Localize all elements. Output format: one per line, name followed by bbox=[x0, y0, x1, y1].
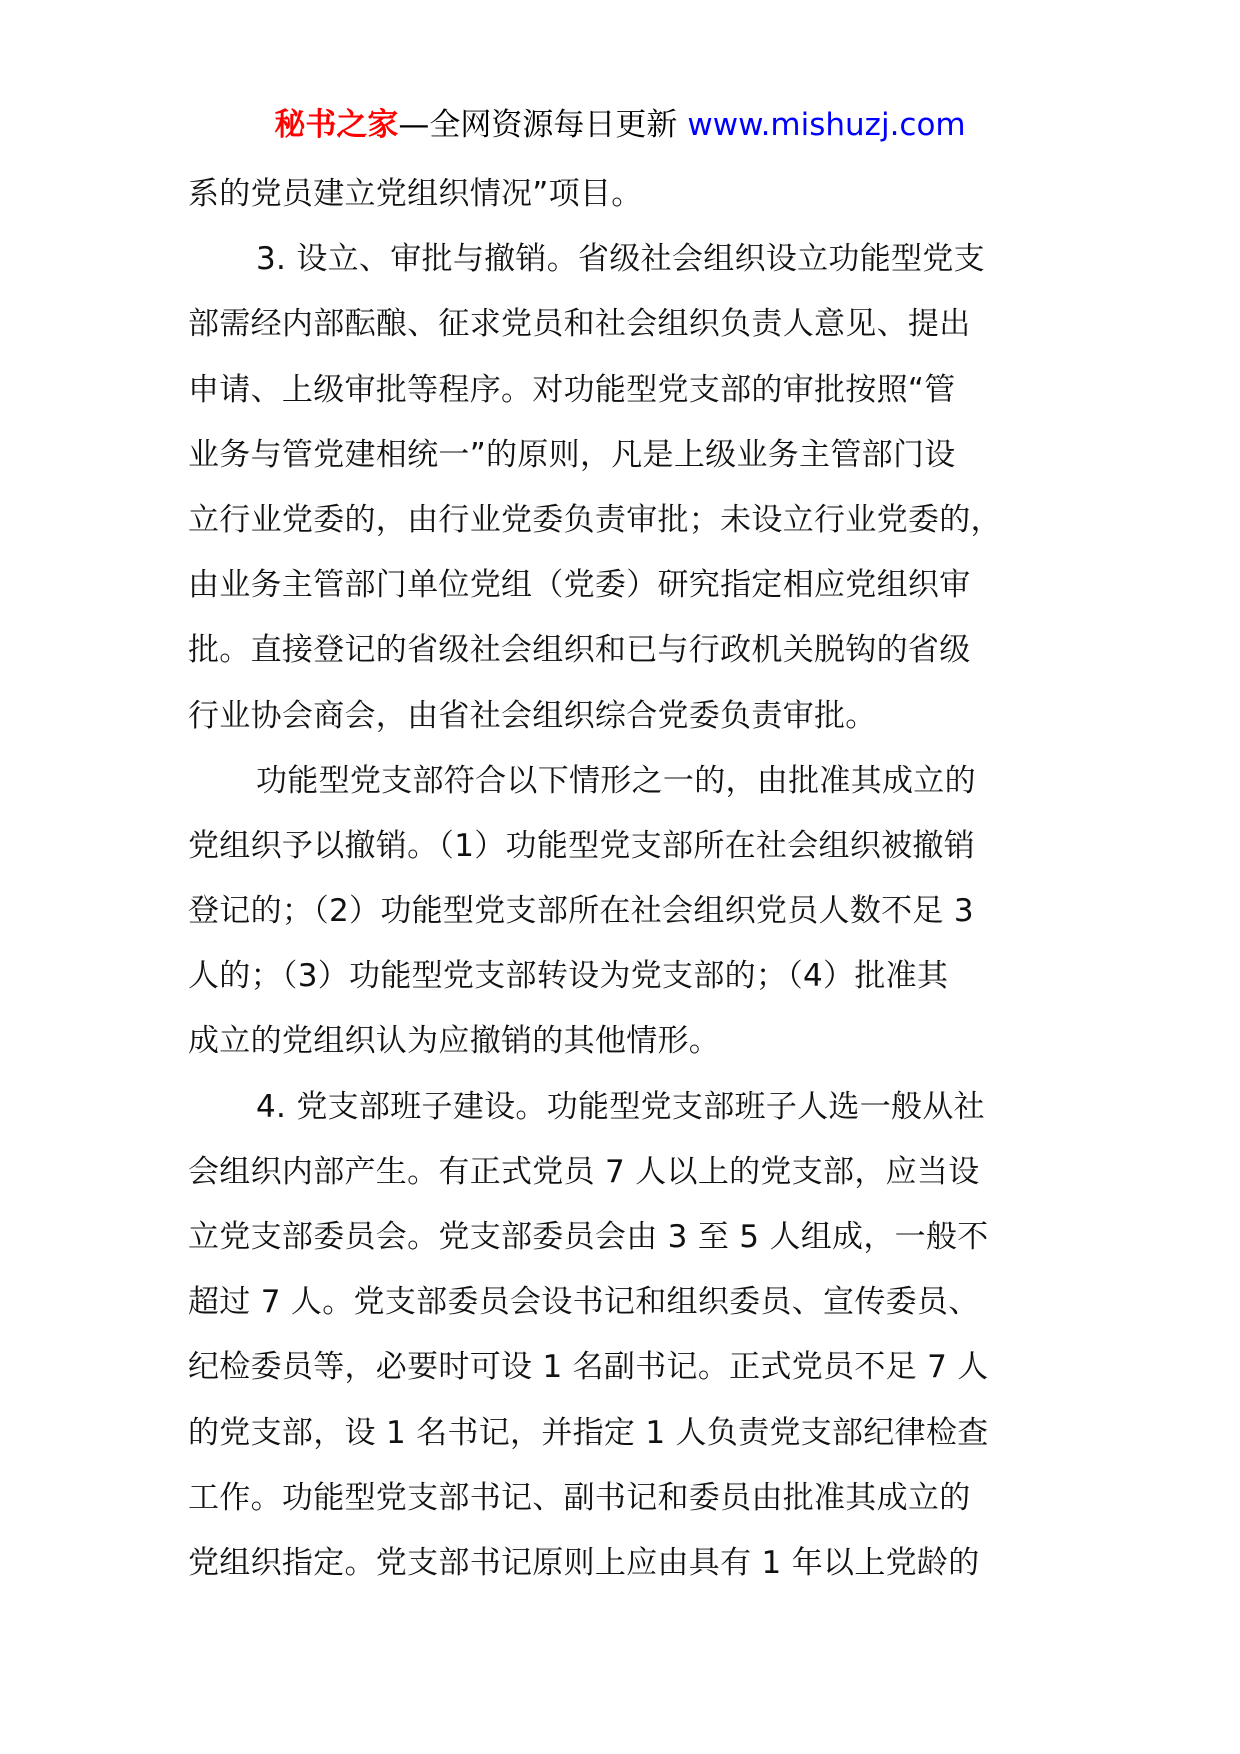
paragraph-start-line: 3. 设立、审批与撤销。省级社会组织设立功能型党支 bbox=[256, 241, 985, 278]
text-line: 纪检委员等，必要时可设 1 名副书记。正式党员不足 7 人 bbox=[188, 1349, 989, 1386]
header-slogan: —全网资源每日更新 bbox=[398, 107, 678, 143]
brand-name: 秘书之家 bbox=[274, 107, 399, 143]
paragraph-start-line: 功能型党支部符合以下情形之一的，由批准其成立的 bbox=[256, 762, 976, 799]
text-line: 登记的；（2）功能型党支部所在社会组织党员人数不足 3 bbox=[188, 893, 974, 930]
text-line: 立党支部委员会。党支部委员会由 3 至 5 人组成，一般不 bbox=[188, 1219, 989, 1255]
text-line: 超过 7 人。党支部委员会设书记和组织委员、宣传委员、 bbox=[188, 1284, 980, 1321]
text-line: 行业协会商会，由省社会组织综合党委负责审批。 bbox=[188, 697, 877, 734]
text-line: 由业务主管部门单位党组（党委）研究指定相应党组织审 bbox=[188, 567, 971, 604]
text-line: 业务与管党建相统一”的原则，凡是上级业务主管部门设 bbox=[188, 436, 956, 473]
text-line: 的党支部，设 1 名书记，并指定 1 人负责党支部纪律检查 bbox=[188, 1414, 989, 1451]
website-link[interactable]: www.mishuzj.com bbox=[687, 107, 966, 143]
text-line: 成立的党组织认为应撤销的其他情形。 bbox=[188, 1023, 721, 1060]
text-line: 系的党员建立党组织情况”项目。 bbox=[188, 176, 643, 212]
text-line: 人的；（3）功能型党支部转设为党支部的；（4）批准其 bbox=[188, 958, 949, 995]
text-line: 会组织内部产生。有正式党员 7 人以上的党支部，应当设 bbox=[188, 1153, 980, 1190]
page-header bbox=[0, 103, 1240, 147]
text-line: 工作。功能型党支部书记、副书记和委员由批准其成立的 bbox=[188, 1479, 971, 1516]
text-line: 党组织指定。党支部书记原则上应由具有 1 年以上党龄的 bbox=[188, 1544, 980, 1581]
text-line: 立行业党委的，由行业党委负责审批；未设立行业党委的， bbox=[188, 501, 1002, 538]
text-line: 申请、上级审批等程序。对功能型党支部的审批按照“管 bbox=[188, 371, 956, 408]
document-body bbox=[188, 162, 1068, 1596]
text-line: 批。直接登记的省级社会组织和已与行政机关脱钩的省级 bbox=[188, 632, 971, 669]
text-line: 部需经内部酝酿、征求党员和社会组织负责人意见、提出 bbox=[188, 306, 971, 343]
text-line: 党组织予以撤销。（1）功能型党支部所在社会组织被撤销 bbox=[188, 827, 976, 864]
paragraph-start-line: 4. 党支部班子建设。功能型党支部班子人选一般从社 bbox=[256, 1088, 985, 1125]
